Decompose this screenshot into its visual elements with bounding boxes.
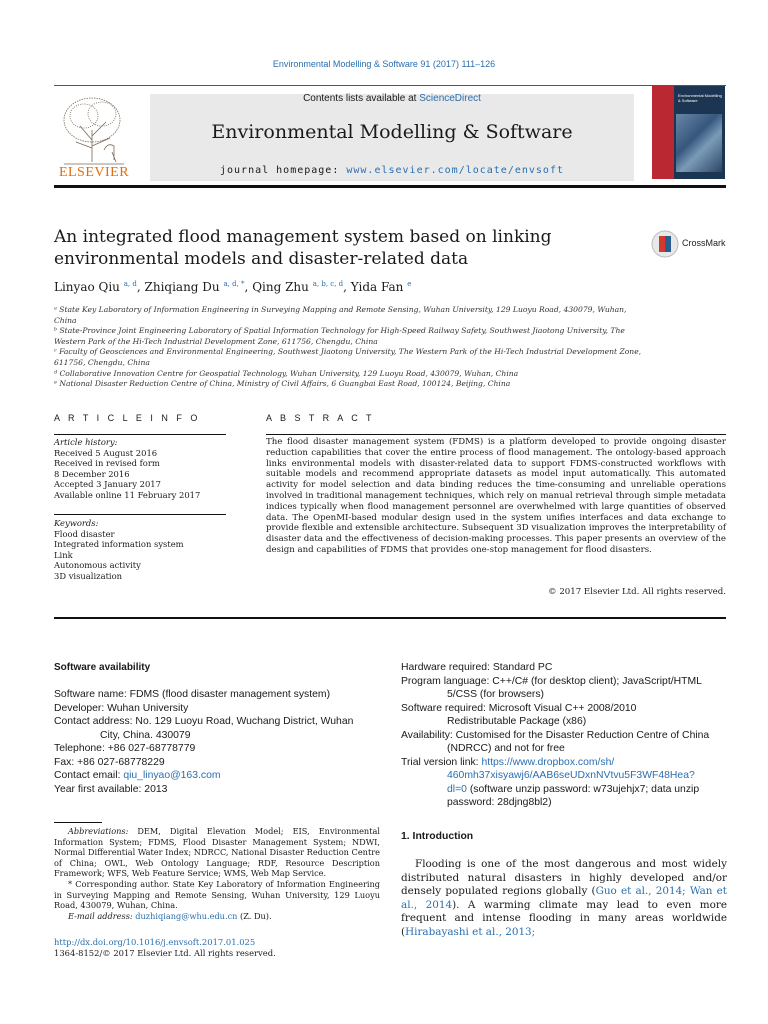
author[interactable]: Qing Zhu $^{a, b, c, d}$ — [252, 280, 344, 294]
affiliation: ᵉ National Disaster Reduction Centre of China, Ministry of Civil Affairs, 6 Guangbai East Road, 100124, Beijing, China — [54, 379, 511, 389]
cover-strip — [652, 86, 674, 179]
footnotes — [54, 826, 380, 921]
author-affil-sup: a, b, c, d — [312, 280, 344, 288]
front-matter-rule — [54, 617, 726, 619]
publisher-wordmark: ELSEVIER — [58, 165, 130, 180]
author-affil-sup: a, d — [123, 280, 137, 288]
doi-link[interactable]: http://dx.doi.org/10.1016/j.envsoft.2017.01.025 — [54, 937, 256, 947]
journal-title: Environmental Modelling & Software — [211, 121, 573, 143]
software-required-cont: Redistributable Package (x86) — [447, 716, 587, 727]
email-footnote: E-mail address: duzhiqiang@whu.edu.cn (Z. Du). — [68, 910, 272, 921]
history-item: Received in revised form — [54, 458, 160, 469]
homepage-prefix: journal homepage: — [219, 165, 347, 176]
software-heading: Software availability — [54, 662, 151, 673]
history-item: Received 5 August 2016 — [54, 447, 158, 458]
history-label: Article history: — [54, 437, 118, 447]
citation-link[interactable]: Hirabayashi et al., 2013; — [405, 925, 536, 938]
affiliation: ᵇ State-Province Joint Engineering Laboratory of Spatial Information Technology for High-Speed Railway Safety, Southwest Jiaotong University, The Western Park of the Hi-Tech Industrial Development Zone, 611756, Chengdu, China — [54, 326, 625, 346]
history-item: Available online 11 February 2017 — [54, 489, 201, 500]
article-info-heading: A R T I C L E I N F O — [54, 413, 201, 423]
keywords — [54, 518, 226, 582]
crossmark-icon — [650, 229, 680, 259]
cover-title: Environmental Modelling & Software — [678, 93, 722, 103]
footnote-rule — [54, 822, 102, 823]
software-trial-password: password: 28djng8bl2) — [447, 797, 552, 808]
affiliation: ᵈ Collaborative Innovation Centre for Geospatial Technology, Wuhan University, 129 Luoyu Road, 430079, Wuhan, China — [54, 368, 519, 378]
abstract-heading: A B S T R A C T — [266, 413, 375, 423]
software-trial: Trial version link: https://www.dropbox.com/sh/ — [401, 756, 615, 768]
software-trial-cont: dl=0 (software unzip password: w73ujehjx7; data unzip — [447, 783, 700, 795]
introduction-text: Flooding is one of the most dangerous and most widely distributed natural disasters in highly developed and/or densely populated regions globally (Guo et al., 2014; Wan et al., 2014). A warming climate may lead to even more frequent and intense flooding in many areas worldwide (Hirabayashi et al., 2013; — [401, 858, 727, 938]
history-item: 8 December 2016 — [54, 468, 130, 479]
keyword: Autonomous activity — [54, 560, 141, 571]
software-required: Software required: Microsoft Visual C++ 2008/2010 — [401, 702, 637, 714]
software-fax: Fax: +86 027-68778229 — [54, 756, 165, 768]
software-developer: Developer: Wuhan University — [54, 702, 189, 714]
affiliation: ᶜ Faculty of Geosciences and Environmental Engineering, Southwest Jiaotong University, The Western Park of the Hi-Tech Industrial Development Zone, 611756, Chengdu, China — [54, 347, 642, 367]
issn-line: 1364-8152/© 2017 Elsevier Ltd. All rights reserved. — [54, 948, 276, 958]
software-address: Contact address: No. 129 Luoyu Road, Wuchang District, Wuhan — [54, 716, 354, 727]
keyword: Link — [54, 549, 73, 560]
keyword: 3D visualization — [54, 570, 123, 581]
author[interactable]: Zhiqiang Du $^{a, d, *}$ — [144, 280, 245, 294]
article-info-rule — [54, 434, 226, 435]
keywords-rule — [54, 514, 226, 515]
software-language-cont: 5/CSS (for browsers) — [447, 689, 545, 700]
history-item: Accepted 3 January 2017 — [54, 479, 161, 490]
contact-email-link[interactable]: qiu_linyao@163.com — [123, 770, 221, 781]
author-affil-sup: e — [407, 280, 412, 288]
software-hardware: Hardware required: Standard PC — [401, 662, 553, 673]
journal-cover-thumbnail[interactable] — [652, 86, 725, 179]
software-name: Software name: FDMS (flood disaster management system) — [54, 689, 331, 700]
corresponding-email-link[interactable]: duzhiqiang@whu.edu.cn — [135, 910, 238, 921]
author[interactable]: Yida Fan $^e$ — [350, 280, 412, 294]
software-address-cont: City, China. 430079 — [100, 729, 191, 741]
article-title: An integrated flood management system based on linking environmental models and disaster-related data — [54, 227, 552, 269]
software-details-left — [54, 688, 380, 796]
introduction-heading: 1. Introduction — [401, 831, 474, 842]
cover-image — [676, 114, 722, 172]
software-availability: Availability: Customised for the Disaster Reduction Centre of China — [401, 729, 710, 741]
software-email: Contact email: qiu_linyao@163.com — [54, 770, 221, 781]
contents-prefix: Contents lists available at — [303, 93, 420, 104]
keywords-label: Keywords: — [54, 518, 99, 528]
header-rule — [54, 85, 726, 86]
masthead-rule — [54, 185, 726, 188]
software-trial-cont — [401, 769, 727, 783]
trial-link-cont[interactable]: 460mh37xisyawj6/AAB6seUDxnNVtvu5F3WF48Hea? — [447, 770, 695, 781]
affiliation: ᵃ State Key Laboratory of Information Engineering in Surveying Mapping and Remote Sensing, Wuhan University, 129 Luoyu Road, 430079, Wuhan, China — [54, 305, 627, 325]
abstract-copyright: © 2017 Elsevier Ltd. All rights reserved. — [548, 587, 726, 597]
keyword: Integrated information system — [54, 539, 184, 550]
article-history — [54, 437, 226, 501]
keyword: Flood disaster — [54, 528, 115, 539]
running-head: Environmental Modelling & Software 91 (2017) 111–126 — [272, 59, 496, 69]
software-details-right — [401, 661, 727, 810]
affiliations — [54, 305, 644, 390]
software-telephone: Telephone: +86 027-68778779 — [54, 743, 196, 754]
crossmark-label: CrossMark — [682, 238, 726, 248]
homepage-link[interactable]: www.elsevier.com/locate/envsoft — [346, 165, 564, 176]
abstract-rule — [266, 434, 726, 435]
trial-link[interactable]: https://www.dropbox.com/sh/ — [481, 756, 615, 768]
journal-homepage — [150, 165, 634, 176]
author[interactable]: Linyao Qiu $^{a, d}$ — [54, 280, 137, 294]
contents-line — [150, 93, 634, 104]
doi-block — [54, 937, 276, 959]
author-affil-sup: a, d, * — [223, 280, 245, 288]
crossmark-badge[interactable] — [650, 229, 730, 261]
citation-link[interactable]: Guo et al., 2014; Wan et al., 2014 — [401, 885, 727, 911]
software-availability-cont: (NDRCC) and not for free — [447, 743, 565, 754]
sciencedirect-link[interactable]: ScienceDirect — [419, 93, 481, 104]
abbreviations-footnote: Abbreviations: DEM, Digital Elevation Model; EIS, Environmental Information System; FDMS, Flood Disaster Management System; NDWI, Normal Differential Water Index; NDRCC, National Disaster Reduction Centre of China; OWL, Web Ontology Language; RDF, Resource Description Framework; WFS, Web Feature Service; WMS, Web Map Service. — [54, 826, 380, 879]
corresponding-footnote: * Corresponding author. State Key Laboratory of Information Engineering in Surveying Mapping and Remote Sensing, Wuhan University, 129 Luoyu Road, 430079, Wuhan, China. — [54, 878, 380, 911]
trial-link-cont[interactable]: dl=0 — [447, 783, 467, 795]
author-list: Linyao Qiu $^{a, d}$, Zhiqiang Du $^{a, d, *}$, Qing Zhu $^{a, b, c, d}$, Yida Fan $^e$ — [54, 280, 412, 294]
software-language: Program language: C++/C# (for desktop client); JavaScript/HTML — [401, 675, 702, 687]
software-year: Year first available: 2013 — [54, 783, 168, 795]
abstract-text: The flood disaster management system (FDMS) is a platform developed to provide ongoing disaster reduction capabilities that cover the entire process of flood management. The ontology-based approach links environmental models with disaster-related data to support FDMS-constructed workflows with suitable models and recommend appropriate datasets as model input automatically. This automated activity for model selection and data binding reduces the time-consuming and unreliable operations involved in traditional management techniques, which rely on manual retrieval through simple metadata indices typically when flood management personnel are overwhelmed with large quantities of observed data. The OpenMI-based modular design used in the system unifies interfaces and data exchange to provide flexible and extensible architecture. Subsequent 3D visualization improves the interpretability of disaster data and the effectiveness of decision-making processes. This paper presents an overview of the design and capabilities of FDMS that provides one-stop management for flood disasters. — [266, 437, 726, 555]
